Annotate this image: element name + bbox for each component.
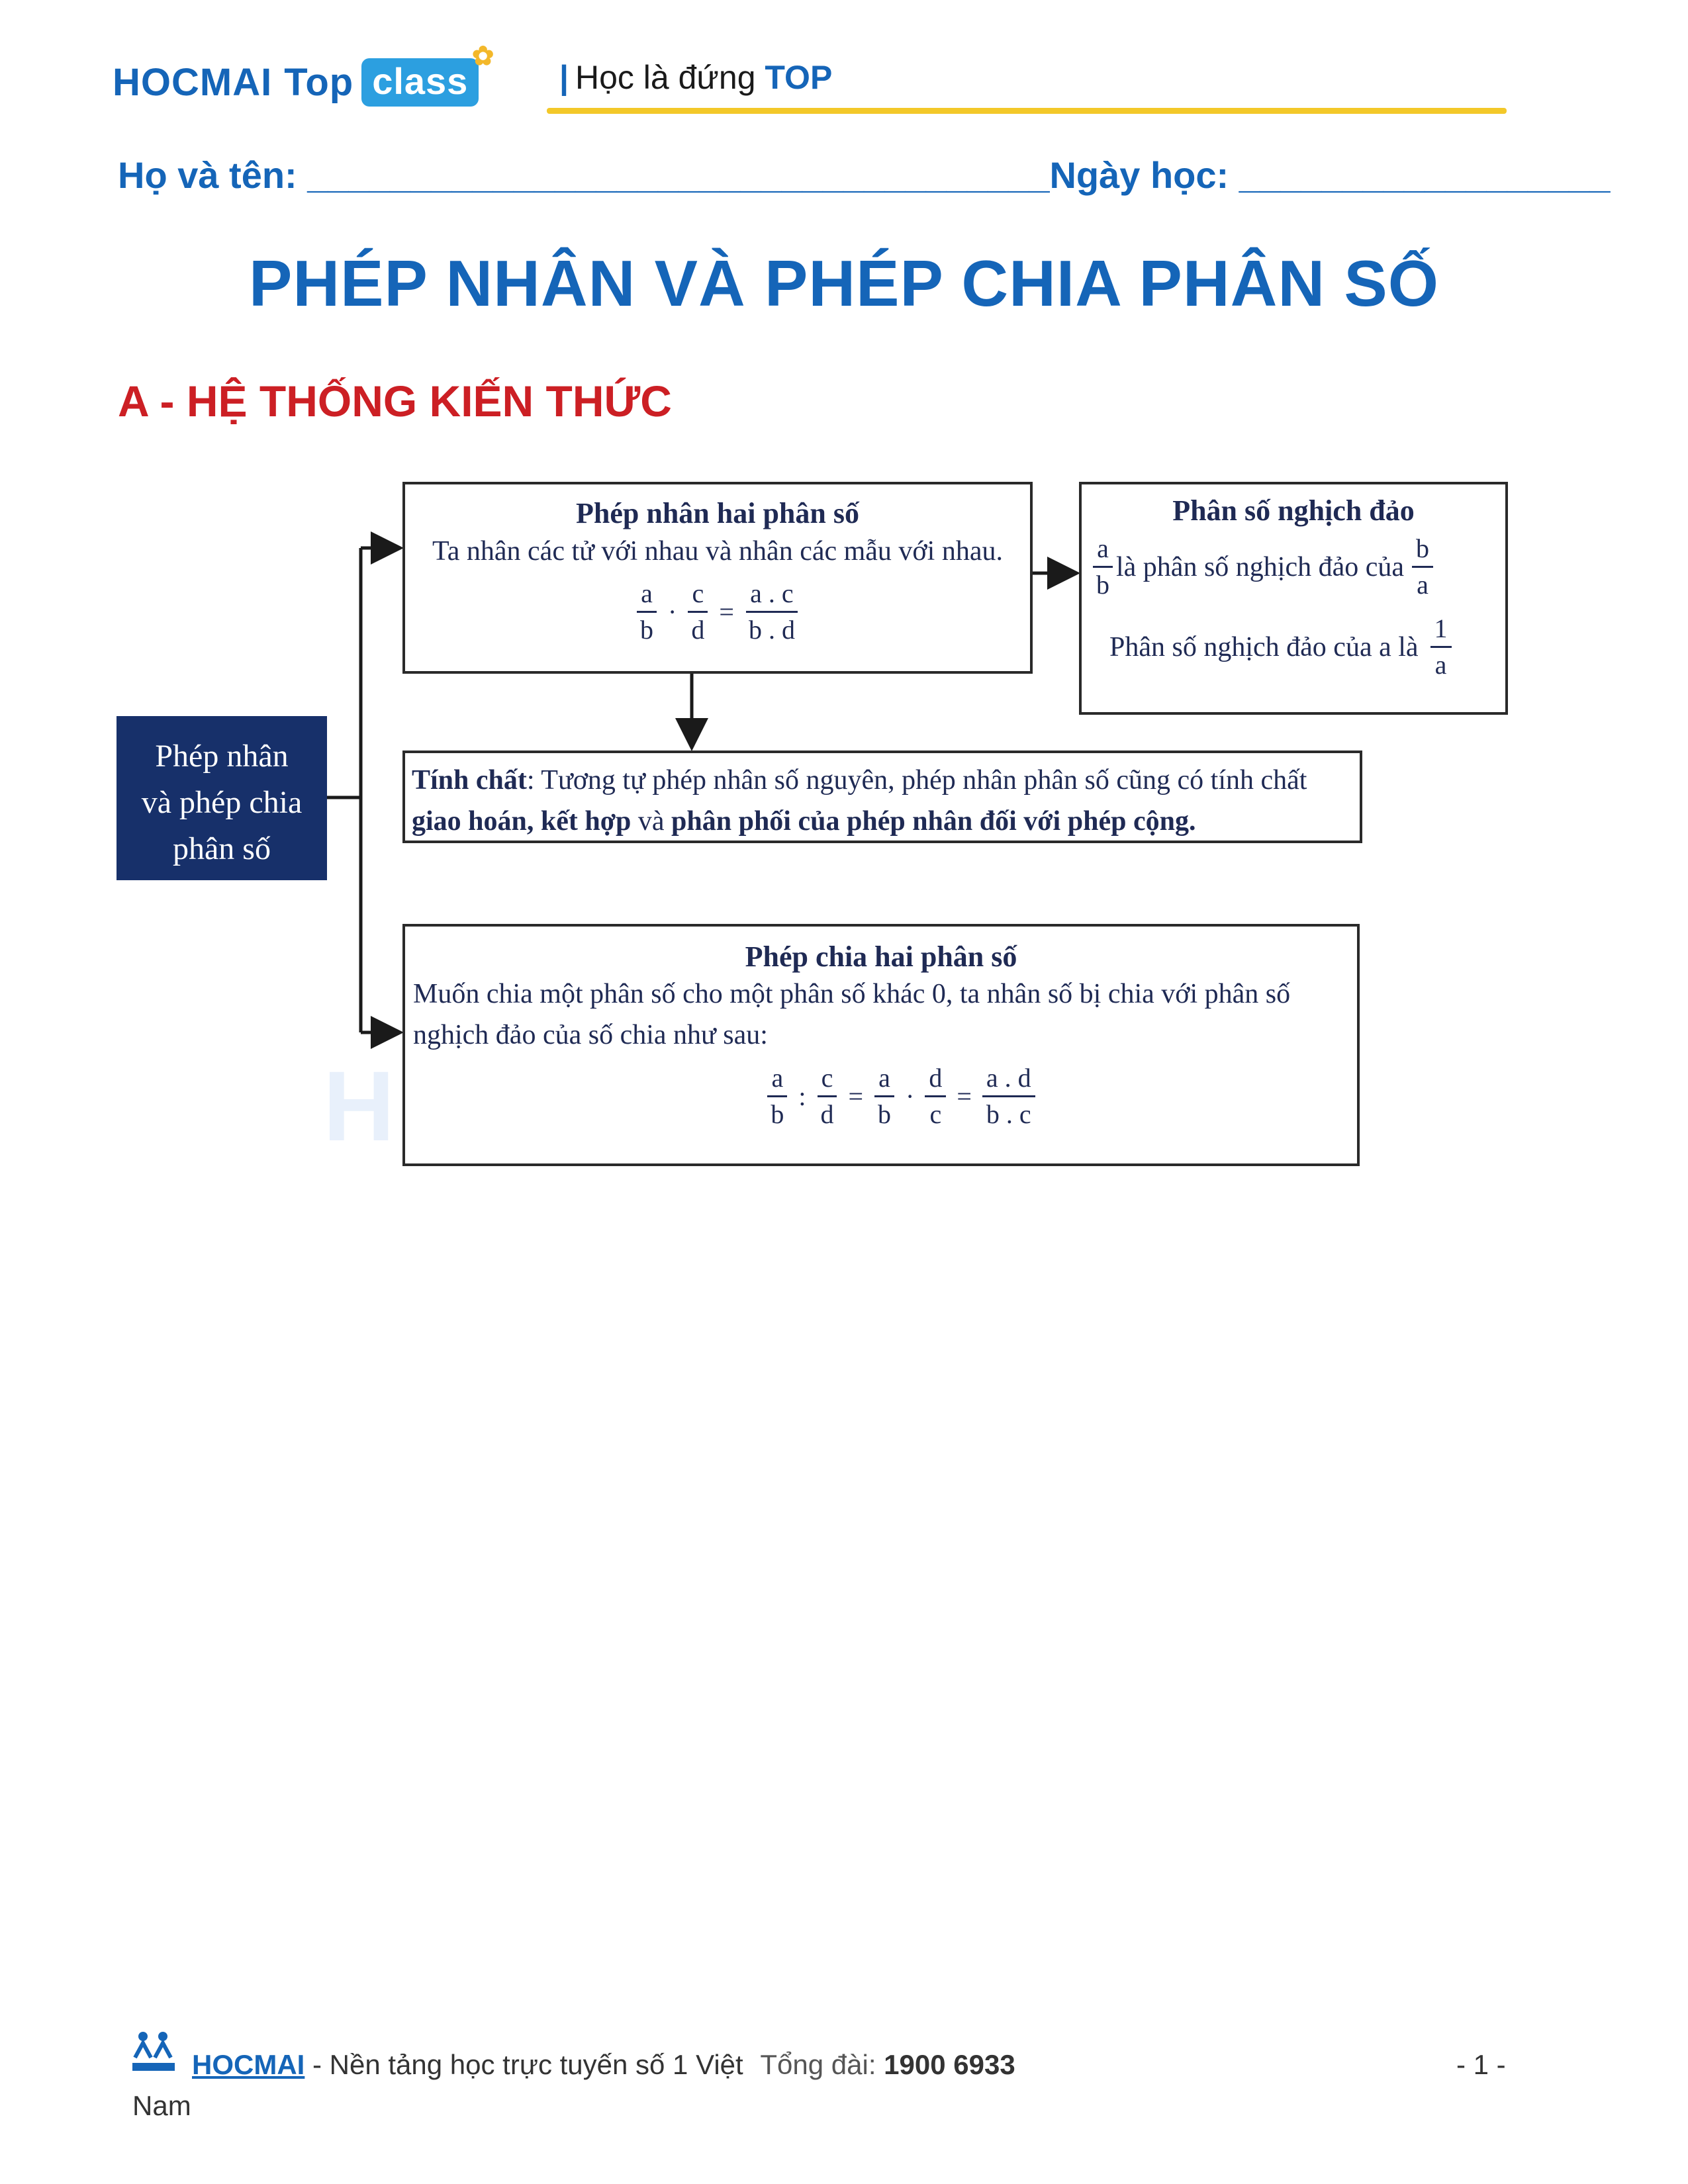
footer-tail: Nam: [132, 2090, 191, 2121]
multiply-text: Ta nhân các tử với nhau và nhân các mẫu với nhau.: [432, 536, 1003, 567]
multiply-title: Phép nhân hai phân số: [576, 497, 859, 529]
fraction: $\frac{a}{b}$: [1092, 531, 1113, 602]
fraction: $\frac{c}{d}$: [687, 576, 708, 647]
divide-formula: [413, 1061, 1349, 1132]
reciprocal-mid-text: là phân số nghịch đảo của: [1116, 551, 1405, 582]
fraction: $\frac{d}{c}$: [925, 1061, 946, 1132]
star-icon: ✿: [471, 42, 495, 71]
tagline-strong: TOP: [765, 59, 833, 96]
reciprocal-text-2: Phân số nghịch đảo của a là: [1109, 631, 1419, 662]
multiply-formula: [405, 576, 1030, 647]
reciprocal-line-1: [1092, 531, 1495, 602]
equals: =: [719, 597, 734, 627]
multiply-box: [402, 482, 1033, 674]
footer-tagline: - Nền tảng học trực tuyến số 1 Việt: [305, 2049, 743, 2080]
root-box: [117, 716, 327, 880]
name-label: Họ và tên: ____________________________________: [118, 154, 1050, 196]
divide-title: Phép chia hai phân số: [745, 940, 1017, 973]
root-line-3: phân số: [173, 831, 271, 866]
property-box: [402, 751, 1362, 843]
operator: :: [798, 1081, 806, 1111]
property-bold-1: giao hoán, kết hợp: [412, 806, 632, 837]
fraction: $\frac{a . c}{b . d}$: [745, 576, 799, 647]
fraction: $\frac{c}{d}$: [816, 1061, 837, 1132]
logo-badge-text: class: [372, 60, 469, 102]
tagline-text: Học là đứng: [575, 59, 756, 96]
footer-brand-link[interactable]: HOCMAI: [192, 2049, 305, 2080]
property-text-1: : Tương tự phép nhân số nguyên, phép nhân phân số cũng có tính chất: [526, 765, 1307, 796]
fraction: $\frac{a}{b}$: [767, 1061, 788, 1132]
equals: =: [957, 1081, 972, 1111]
footer-hotline: 1900 6933: [884, 2049, 1015, 2080]
fraction: $\frac{a}{b}$: [874, 1061, 895, 1132]
tagline-bar: |: [559, 59, 569, 96]
fraction: $\frac{a}{b}$: [636, 576, 657, 647]
hocmai-logo-icon: [130, 2028, 177, 2076]
footer-hotline-label: Tổng đài:: [760, 2049, 884, 2080]
divide-box: [402, 924, 1360, 1166]
property-bold-2: phân phối của phép nhân đối với phép cộng.: [671, 806, 1196, 837]
operator: ·: [906, 1081, 915, 1111]
root-line-1: Phép nhân: [155, 739, 289, 774]
property-label: Tính chất: [412, 765, 527, 796]
page-number: - 1 -: [1456, 2049, 1506, 2080]
reciprocal-title: Phân số nghịch đảo: [1172, 494, 1415, 527]
property-and: và: [631, 806, 672, 837]
watermark: H: [323, 1050, 395, 1161]
root-line-2: và phép chia: [141, 785, 303, 820]
divide-text: Muốn chia một phân số cho một phân số khác 0, ta nhân số bị chia với phân số nghịch đảo của số chia như sau:: [413, 979, 1291, 1050]
fraction: $\frac{1}{a}$: [1430, 612, 1452, 682]
fraction: $\frac{b}{a}$: [1412, 531, 1433, 602]
section-heading-a: A - HỆ THỐNG KIẾN THỨC: [118, 377, 672, 426]
page-title: PHÉP NHÂN VÀ PHÉP CHIA PHÂN SỐ: [249, 247, 1439, 320]
operator: ·: [668, 597, 677, 627]
logo-top: Top: [284, 61, 354, 104]
footer-text: [192, 2049, 1015, 2081]
equals: =: [848, 1081, 864, 1111]
fraction: $\frac{a . d}{b . c}$: [982, 1061, 1035, 1132]
reciprocal-line-2: [1092, 612, 1495, 682]
reciprocal-box: [1079, 482, 1508, 715]
logo-main: HOCMAI: [113, 61, 273, 104]
date-label: Ngày học: __________________: [1049, 154, 1611, 196]
